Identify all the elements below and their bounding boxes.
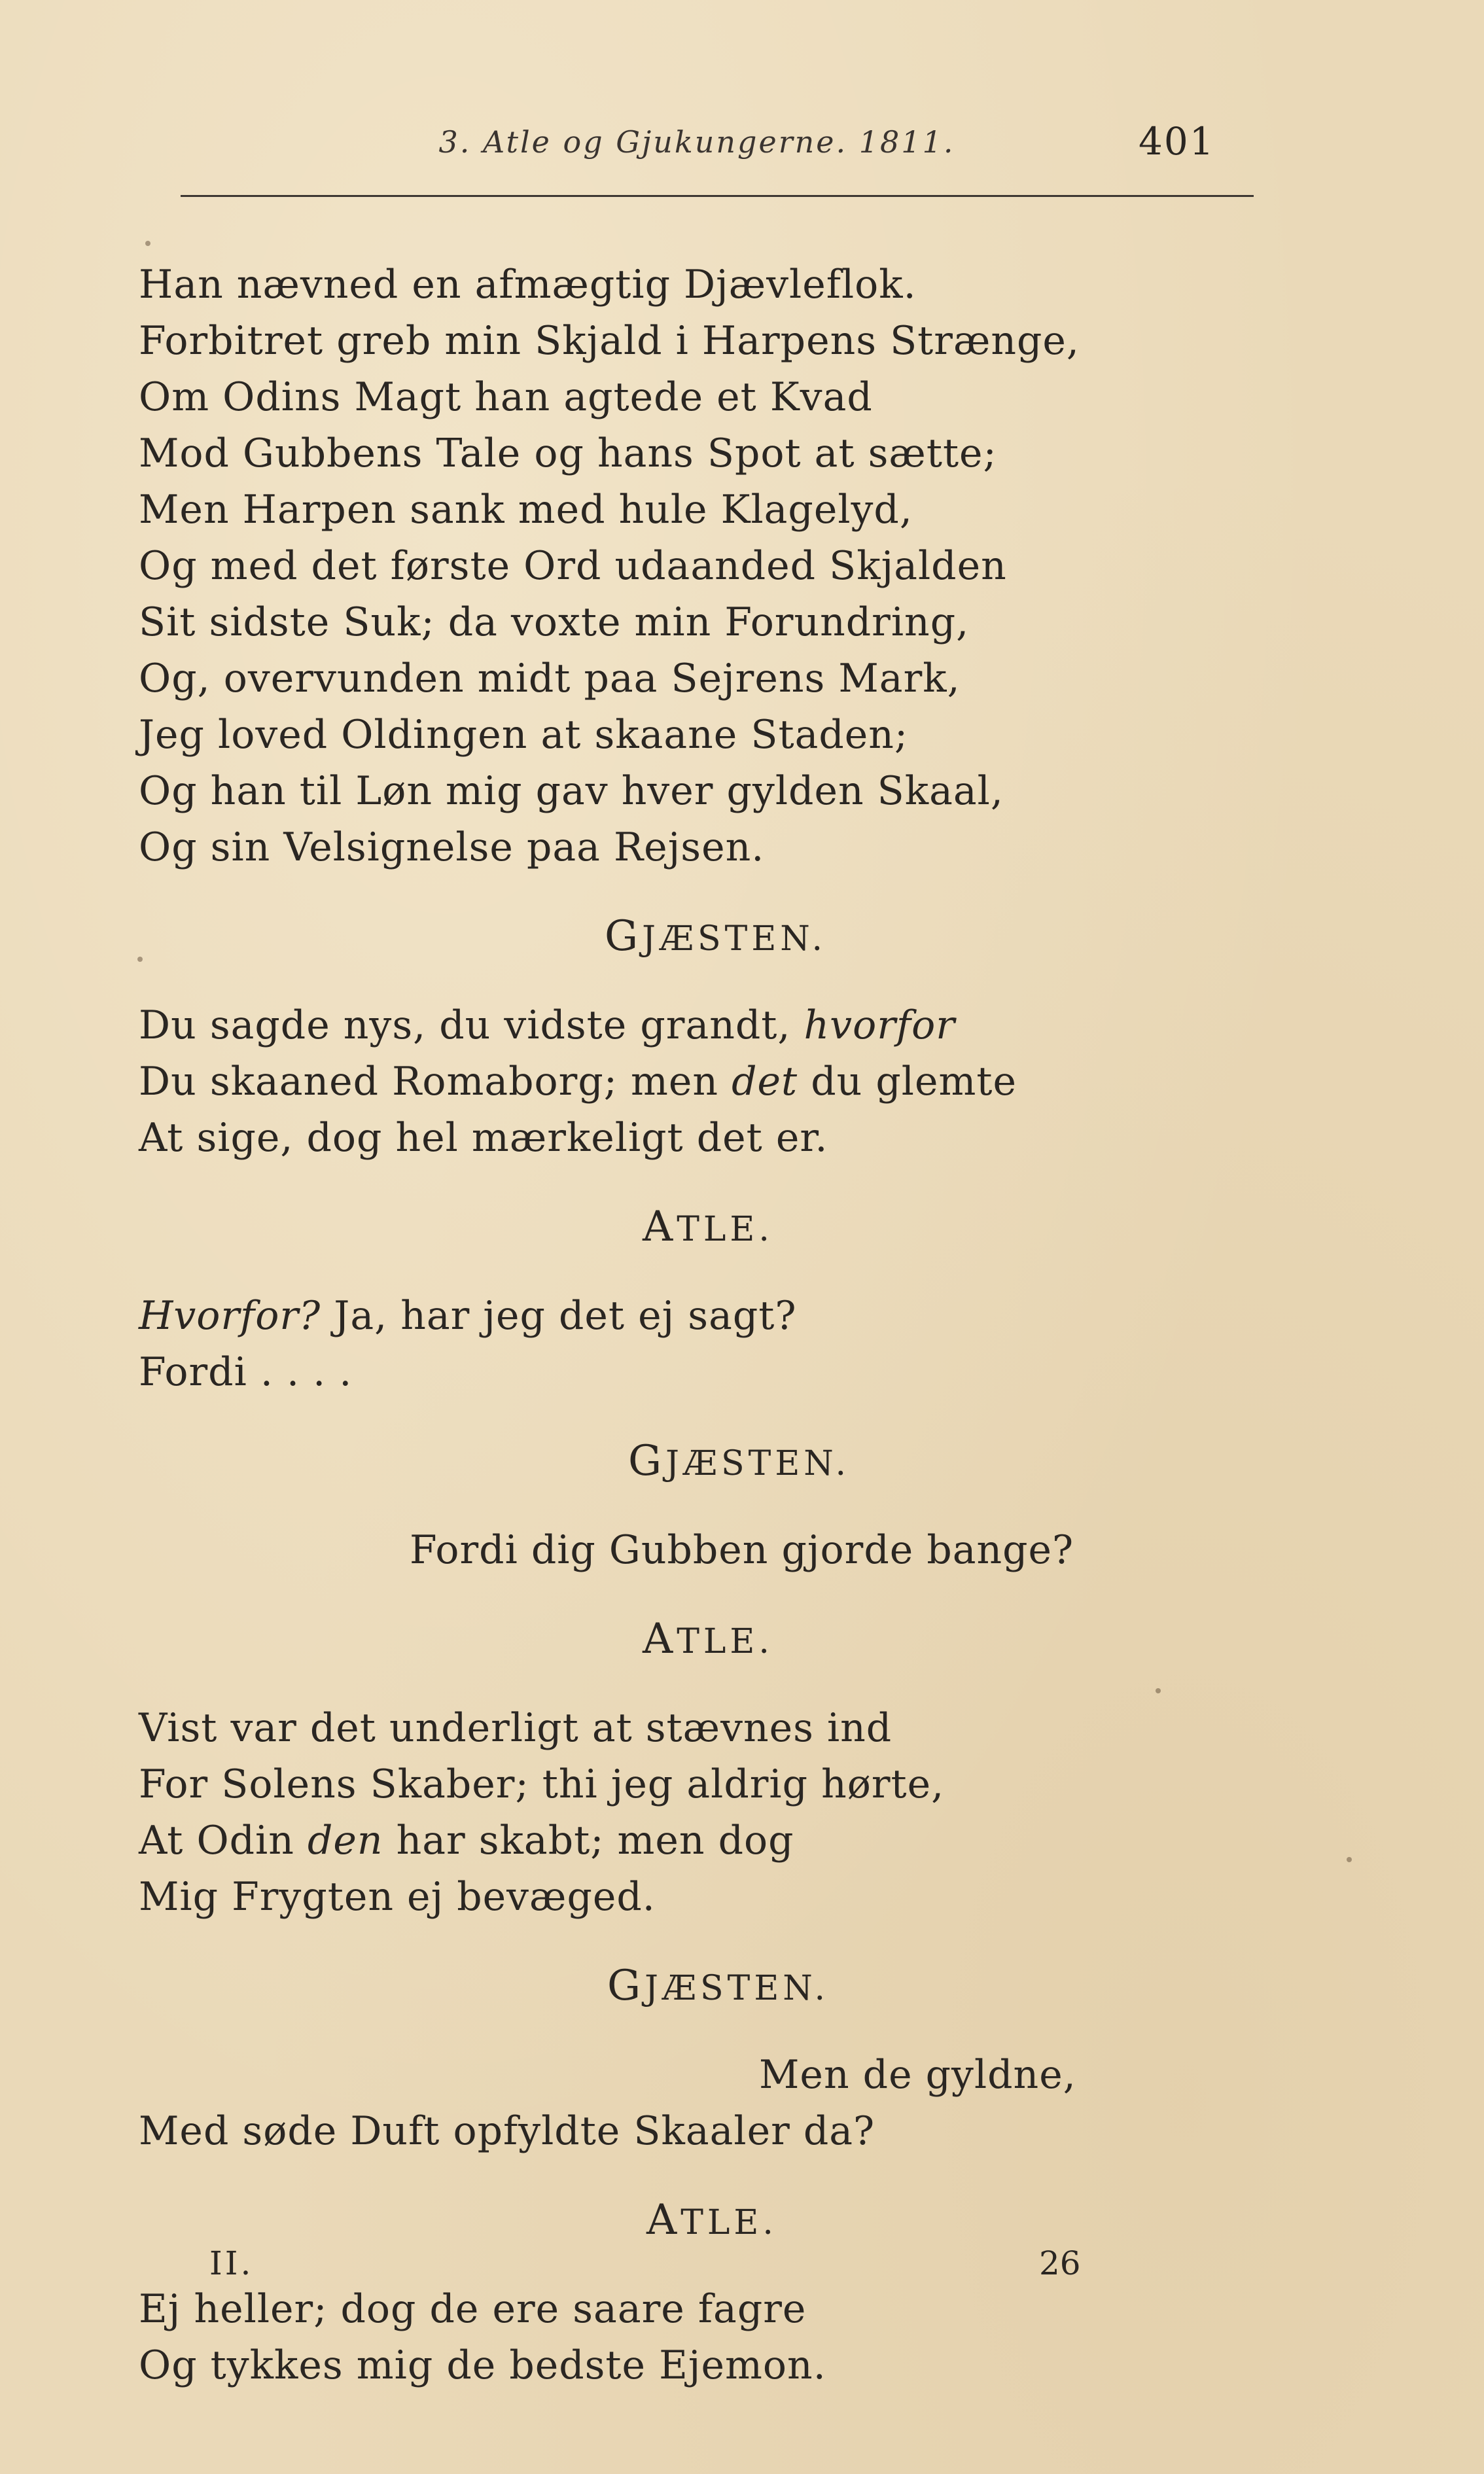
verse-line: Jeg loved Oldingen at skaane Staden; [139, 712, 909, 758]
paper-speck [1156, 1688, 1161, 1693]
verse-line: Og sin Velsignelse paa Rejsen. [139, 824, 765, 870]
verse-segment: Du sagde nys, du vidste grandt, [139, 1002, 804, 1048]
speaker-heading-atle [139, 2192, 1349, 2248]
speaker-heading-atle [139, 1611, 1349, 1667]
verse-emphasis: hvorfor [804, 1002, 955, 1048]
paper-speck [145, 241, 150, 246]
verse-emphasis: det [732, 1059, 798, 1104]
speaker-rest: TLE. [677, 1622, 773, 1661]
speaker-heading-gjaesten [139, 1433, 1349, 1489]
verse-line: Ej heller; dog de ere saare fagre [139, 2286, 807, 2332]
speaker-rest: JÆSTEN. [642, 919, 826, 959]
speaker-initial: A [646, 2196, 681, 2244]
verse-line: Forbitret greb min Skjald i Harpens Strænge, [139, 318, 1080, 364]
verse-segment: har skabt; men dog [383, 1818, 794, 1864]
verse-line [139, 1053, 1349, 1110]
speaker-initial: G [605, 912, 643, 961]
signature-mark: II. [209, 2244, 254, 2282]
verse-emphasis: Hvorfor? [139, 1293, 321, 1339]
verse-line: Og han til Løn mig gav hver gylden Skaal, [139, 768, 1004, 814]
speaker-heading-gjaesten [139, 908, 1349, 964]
verse-line: At sige, dog hel mærkeligt det er. [139, 1115, 828, 1161]
verse-line: Mod Gubbens Tale og hans Spot at sætte; [139, 431, 997, 476]
header-rule [181, 195, 1254, 197]
verse-line: Med søde Duft opfyldte Skaaler da? [139, 2108, 875, 2154]
paper-speck [137, 957, 143, 962]
verse-line [139, 1812, 1349, 1869]
verse-text [139, 256, 1349, 2394]
speaker-rest: TLE. [677, 1210, 773, 1249]
verse-line: Og, overvunden midt paa Sejrens Mark, [139, 656, 961, 701]
verse-line: Og med det første Ord udaanded Skjalden [139, 543, 1007, 589]
speaker-rest: JÆSTEN. [645, 1969, 829, 2008]
paper-speck [1347, 1857, 1352, 1862]
speaker-initial: G [628, 1437, 666, 1485]
speaker-rest: TLE. [680, 2203, 777, 2242]
verse-segment: At Odin [139, 1818, 308, 1864]
verse-line: Om Odins Magt han agtede et Kvad [139, 374, 873, 420]
speaker-initial: A [643, 1615, 677, 1663]
verse-line: Mig Frygten ej bevæged. [139, 1874, 656, 1920]
verse-line: For Solens Skaber; thi jeg aldrig hørte, [139, 1761, 945, 1807]
verse-line [139, 1288, 1349, 1344]
speaker-initial: G [607, 1962, 645, 2010]
verse-line: Fordi dig Gubben gjorde bange? [410, 1527, 1074, 1573]
verse-line: Men de gyldne, [759, 2052, 1076, 2098]
verse-line: Men Harpen sank med hule Klagelyd, [139, 487, 913, 533]
running-head [0, 119, 1484, 177]
verse-segment: du glemte [798, 1059, 1017, 1104]
verse-line: Vist var det underligt at stævnes ind [139, 1705, 892, 1751]
page-number: 401 [1139, 119, 1215, 164]
verse-line [139, 997, 1349, 1053]
verse-emphasis: den [307, 1818, 383, 1864]
sheet-number: 26 [1039, 2244, 1081, 2282]
verse-segment: Ja, har jeg det ej sagt? [321, 1293, 797, 1339]
speaker-rest: JÆSTEN. [665, 1444, 850, 1483]
speaker-heading-gjaesten [139, 1958, 1349, 2014]
verse-line: Fordi . . . . [139, 1349, 353, 1395]
verse-line: Og tykkes mig de bedste Ejemon. [139, 2342, 826, 2388]
speaker-initial: A [643, 1203, 677, 1251]
speaker-heading-atle [139, 1199, 1349, 1255]
verse-line: Han nævned en afmægtig Djævleflok. [139, 262, 917, 308]
verse-segment: Du skaaned Romaborg; men [139, 1059, 732, 1104]
page-footer [0, 2244, 1484, 2297]
verse-line: Sit sidste Suk; da voxte min Forundring, [139, 599, 970, 645]
running-title: 3. Atle og Gjukungerne. 1811. [438, 124, 955, 160]
